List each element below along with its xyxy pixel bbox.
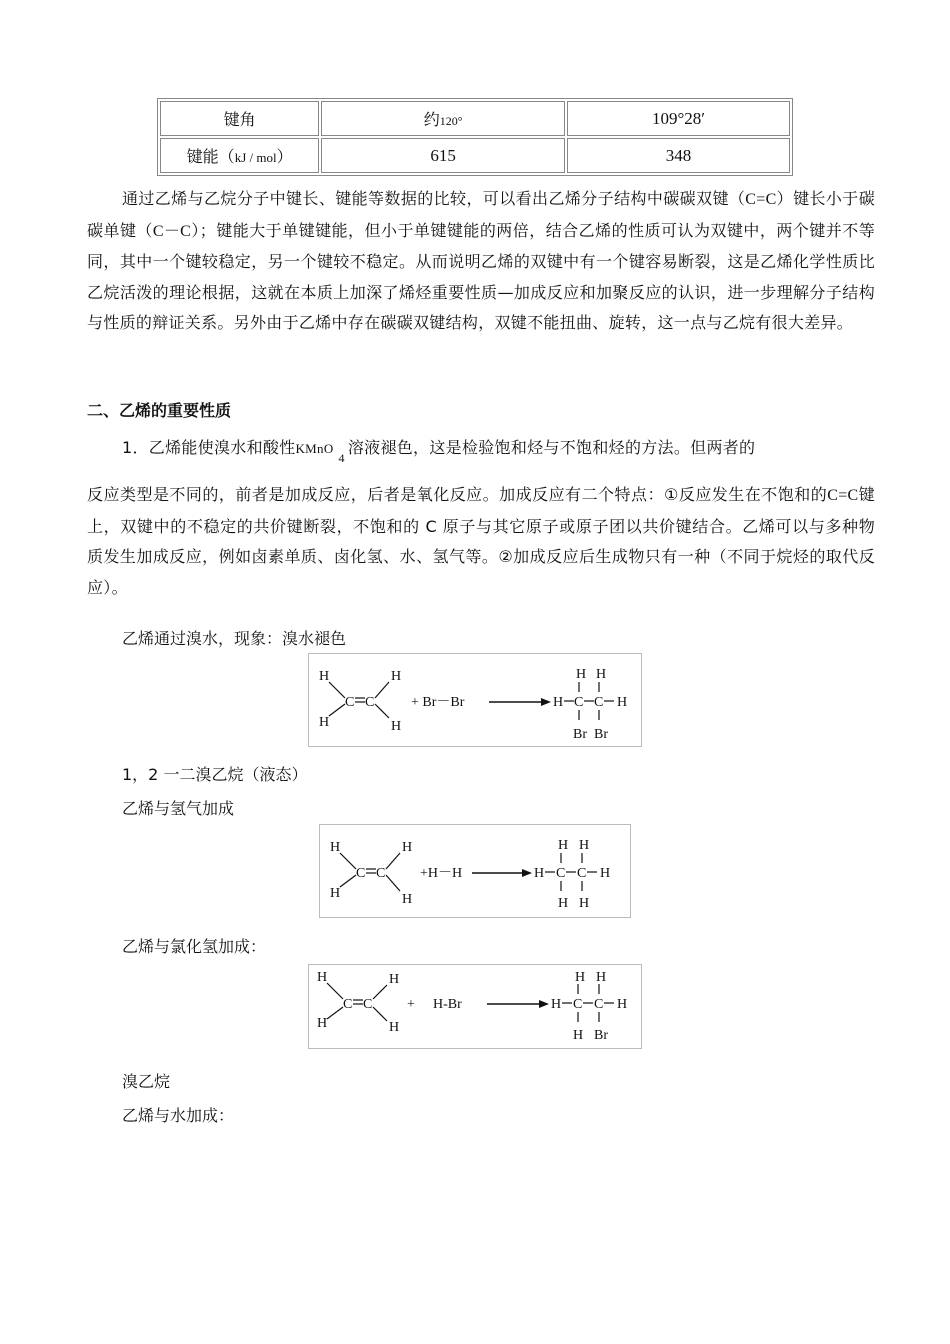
atom-h: H [317,970,328,985]
approx-prefix: 约 [423,110,440,129]
bond-line [340,853,356,869]
atom-h: H [617,997,628,1012]
atom-h: H [596,970,607,985]
atom-c: C [365,695,375,710]
label-suffix: ） [276,147,293,166]
ethylene-cell [321,101,565,136]
atom-c: C [573,997,583,1012]
arrow-head [541,698,551,706]
caption-water: 乙烯与水加成： [122,1106,235,1125]
paragraph-properties [87,432,875,465]
bond-data-table [157,98,793,176]
reagent-hbr: H-Br [433,997,462,1012]
ethane-cell: 348 [567,138,790,173]
text: 键上，双键中的不稳定的共价键断裂，不饱和的 C 原子与其它原子或原子团以共价键结合。乙烯可以与多种物质发生加成反应，例如卤素单质、卤化氢、水、氢气等。②加成反应后生成物只有一种（不同于烷烃的取代反应）。 [87,485,875,597]
formula: C=C [827,487,859,504]
atom-c: C [556,866,566,881]
arrow-head [539,1000,549,1008]
reagent-h2: +H－H [420,866,463,881]
atom-c: C [376,866,386,881]
atom-h: H [391,719,402,734]
arrow-head [522,869,532,877]
atom-h: H [319,715,330,730]
atom-h: H [558,896,569,911]
atom-c: C [577,866,587,881]
atom-h: H [319,669,330,684]
atom-c: C [345,695,355,710]
atom-h: H [389,1020,400,1035]
atom-h: H [402,840,413,855]
bond-line [327,983,343,999]
atom-h: H [573,1028,584,1043]
atom-h: H [553,695,564,710]
bond-line [373,1007,387,1021]
formula: C－C [152,222,192,240]
bond-line [340,875,356,887]
atom-br: Br [594,1028,608,1043]
caption-dibromoethane: 1，2 一二溴乙烷（液态） [122,765,308,784]
atom-h: H [389,972,400,987]
atom-h: H [596,667,607,682]
caption-bromoethane: 溴乙烷 [122,1072,171,1091]
ethane-cell: 109°28′ [567,101,790,136]
subscript: 4 [338,451,345,465]
reaction-hydrogen-figure [319,824,631,918]
ethylene-cell: 615 [321,138,565,173]
paragraph-bond-comparison [87,184,875,339]
atom-h: H [391,669,402,684]
caption-bromine-water: 乙烯通过溴水，现象：溴水褪色 [122,629,347,648]
atom-h: H [579,896,590,911]
bond-line [386,853,400,869]
formula: C=C [745,191,777,208]
atom-h: H [330,840,341,855]
table-row [160,101,790,136]
reaction-bromine-figure [308,653,642,747]
atom-h: H [576,667,587,682]
bond-line [329,682,345,698]
text: 1．乙烯能使溴水和酸性 [122,438,296,457]
section-heading: 二、乙烯的重要性质 [87,401,232,420]
row-label: 键角 [160,101,319,136]
text: ）；键能大于单键键能，但小于单键键能的两倍，结合乙烯的性质可认为双键中，两个键并不等同，其中一个键较稳定，另一个键较不稳定。从而说明乙烯的双键中有一个键容易断裂，这是乙烯化学性质比乙烷活泼的理论根据，这就在本质上加深了烯烃重要性质—加成反应和加聚反应的认识，进一步理解分子结构与性质的辩证关系。另外由于乙烯中存在碳碳双键结构，双键不能扭曲、旋转，这一点与乙烷有很大差异。 [87,220,875,332]
text: ）键长小于碳碳单键（ [87,189,875,240]
unit: kJ / mol [234,150,277,165]
atom-br: Br [573,727,587,742]
bond-line [386,875,400,891]
bond-line [373,985,387,999]
bond-angle-ethylene: 120° [439,114,463,128]
atom-h: H [317,1016,328,1031]
atom-h: H [402,892,413,907]
label-prefix: 键能（ [186,147,235,166]
reagent-br2: + Br－Br [411,695,465,710]
atom-h: H [579,838,590,853]
atom-h: H [551,997,562,1012]
atom-br: Br [594,727,608,742]
caption-hydrogen-halide: 乙烯与氯化氢加成： [122,937,267,956]
paragraph-properties-cont [87,480,875,603]
text: 反应类型是不同的，前者是加成反应，后者是氧化反应。加成反应有二个特点：①反应发生在不饱和的 [87,485,828,504]
text: 溶液褪色，这是检验饱和烃与不饱和烃的方法。但两者的 [347,438,756,457]
atom-c: C [574,695,584,710]
bond-line [327,1007,343,1019]
atom-h: H [600,866,611,881]
atom-c: C [594,695,604,710]
atom-h: H [330,886,341,901]
row-label [160,138,319,173]
table-row [160,138,790,173]
atom-h: H [617,695,628,710]
text: 通过乙烯与乙烷分子中键长、键能等数据的比较，可以看出乙烯分子结构中碳碳双键（ [122,189,746,208]
atom-c: C [356,866,366,881]
caption-hydrogen: 乙烯与氢气加成 [122,799,235,818]
atom-c: C [594,997,604,1012]
atom-c: C [343,997,353,1012]
plus-sign: + [407,997,415,1012]
atom-c: C [363,997,373,1012]
bond-line [375,682,389,698]
formula: KMnO [295,441,334,456]
atom-h: H [534,866,545,881]
reaction-hbr-figure [308,964,642,1049]
bond-line [375,704,389,718]
atom-h: H [558,838,569,853]
bond-line [329,704,345,716]
atom-h: H [575,970,586,985]
